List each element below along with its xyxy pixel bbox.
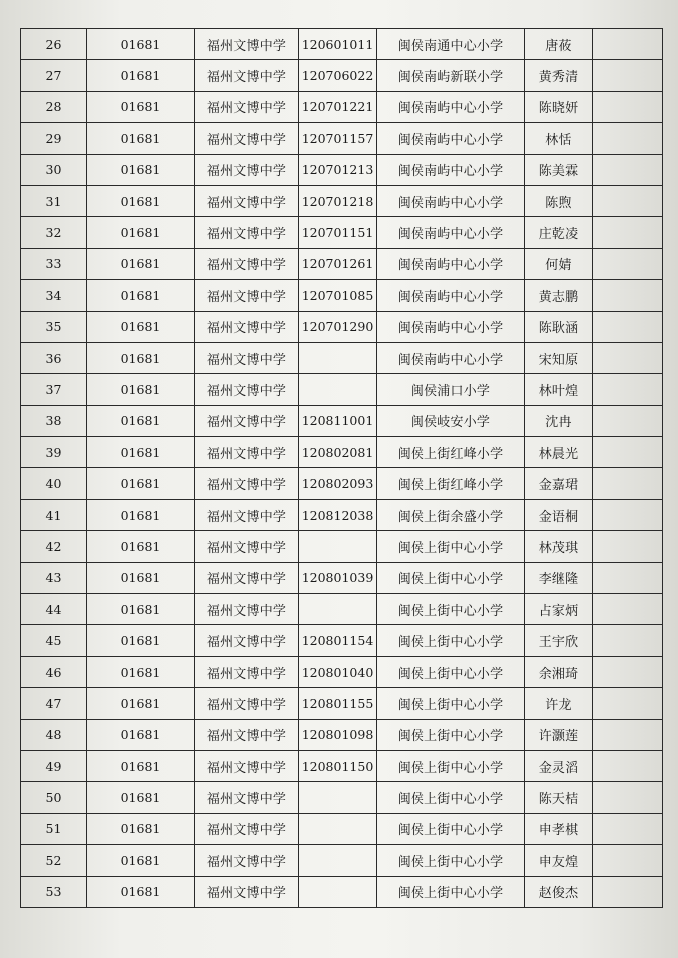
remarks-cell [593, 782, 663, 813]
school-code-cell: 01681 [87, 437, 195, 468]
student-name-cell: 林恬 [525, 123, 593, 154]
school-code-cell: 01681 [87, 688, 195, 719]
table-row [21, 876, 663, 907]
row-number-cell: 44 [21, 594, 87, 625]
school-name-cell: 福州文博中学 [195, 876, 299, 907]
student-name-cell: 陈天桔 [525, 782, 593, 813]
remarks-cell [593, 280, 663, 311]
student-name-cell: 何婧 [525, 248, 593, 279]
table-row [21, 29, 663, 60]
school-name-cell: 福州文博中学 [195, 311, 299, 342]
table-row [21, 405, 663, 436]
table-row [21, 437, 663, 468]
remarks-cell [593, 405, 663, 436]
primary-school-cell: 闽侯南屿中心小学 [377, 342, 525, 373]
school-code-cell: 01681 [87, 280, 195, 311]
row-number-cell: 53 [21, 876, 87, 907]
table-row [21, 656, 663, 687]
primary-school-cell: 闽侯岐安小学 [377, 405, 525, 436]
student-name-cell: 陈晓妍 [525, 91, 593, 122]
school-name-cell: 福州文博中学 [195, 91, 299, 122]
student-id-cell: 120802093 [299, 468, 377, 499]
school-code-cell: 01681 [87, 154, 195, 185]
row-number-cell: 52 [21, 845, 87, 876]
school-code-cell: 01681 [87, 531, 195, 562]
primary-school-cell: 闽侯浦口小学 [377, 374, 525, 405]
school-code-cell: 01681 [87, 123, 195, 154]
school-name-cell: 福州文博中学 [195, 342, 299, 373]
school-code-cell: 01681 [87, 625, 195, 656]
school-name-cell: 福州文博中学 [195, 60, 299, 91]
student-name-cell: 李继隆 [525, 562, 593, 593]
school-code-cell: 01681 [87, 562, 195, 593]
student-name-cell: 许灏莲 [525, 719, 593, 750]
school-name-cell: 福州文博中学 [195, 499, 299, 530]
row-number-cell: 47 [21, 688, 87, 719]
student-id-cell [299, 594, 377, 625]
student-name-cell: 陈煦 [525, 185, 593, 216]
remarks-cell [593, 29, 663, 60]
remarks-cell [593, 499, 663, 530]
primary-school-cell: 闽侯上街中心小学 [377, 531, 525, 562]
school-name-cell: 福州文博中学 [195, 531, 299, 562]
school-name-cell: 福州文博中学 [195, 217, 299, 248]
school-name-cell: 福州文博中学 [195, 248, 299, 279]
school-name-cell: 福州文博中学 [195, 719, 299, 750]
student-id-cell: 120701221 [299, 91, 377, 122]
primary-school-cell: 闽侯上街中心小学 [377, 594, 525, 625]
table-row [21, 719, 663, 750]
row-number-cell: 46 [21, 656, 87, 687]
remarks-cell [593, 625, 663, 656]
remarks-cell [593, 562, 663, 593]
student-name-cell: 林晨光 [525, 437, 593, 468]
school-name-cell: 福州文博中学 [195, 468, 299, 499]
primary-school-cell: 闽侯上街余盛小学 [377, 499, 525, 530]
row-number-cell: 33 [21, 248, 87, 279]
remarks-cell [593, 437, 663, 468]
table-row [21, 123, 663, 154]
school-code-cell: 01681 [87, 656, 195, 687]
student-name-cell: 唐莜 [525, 29, 593, 60]
row-number-cell: 40 [21, 468, 87, 499]
primary-school-cell: 闽侯南屿中心小学 [377, 311, 525, 342]
table-row [21, 185, 663, 216]
table-row [21, 813, 663, 844]
row-number-cell: 26 [21, 29, 87, 60]
student-name-cell: 沈冉 [525, 405, 593, 436]
row-number-cell: 42 [21, 531, 87, 562]
remarks-cell [593, 688, 663, 719]
row-number-cell: 49 [21, 750, 87, 781]
table-row [21, 280, 663, 311]
school-code-cell: 01681 [87, 374, 195, 405]
school-name-cell: 福州文博中学 [195, 562, 299, 593]
remarks-cell [593, 845, 663, 876]
remarks-cell [593, 185, 663, 216]
student-id-cell: 120811001 [299, 405, 377, 436]
school-code-cell: 01681 [87, 29, 195, 60]
remarks-cell [593, 342, 663, 373]
remarks-cell [593, 656, 663, 687]
school-code-cell: 01681 [87, 311, 195, 342]
student-id-cell [299, 813, 377, 844]
remarks-cell [593, 60, 663, 91]
primary-school-cell: 闽侯上街中心小学 [377, 782, 525, 813]
school-code-cell: 01681 [87, 719, 195, 750]
student-id-cell: 120802081 [299, 437, 377, 468]
row-number-cell: 50 [21, 782, 87, 813]
table-row [21, 311, 663, 342]
remarks-cell [593, 750, 663, 781]
remarks-cell [593, 468, 663, 499]
table-row [21, 625, 663, 656]
student-id-cell [299, 531, 377, 562]
table-row [21, 154, 663, 185]
row-number-cell: 43 [21, 562, 87, 593]
student-id-cell: 120701218 [299, 185, 377, 216]
student-name-cell: 余湘琦 [525, 656, 593, 687]
school-name-cell: 福州文博中学 [195, 185, 299, 216]
student-id-cell [299, 876, 377, 907]
row-number-cell: 27 [21, 60, 87, 91]
roster-body [21, 29, 663, 908]
remarks-cell [593, 594, 663, 625]
school-name-cell: 福州文博中学 [195, 437, 299, 468]
primary-school-cell: 闽侯上街中心小学 [377, 876, 525, 907]
school-name-cell: 福州文博中学 [195, 29, 299, 60]
student-id-cell: 120801098 [299, 719, 377, 750]
row-number-cell: 37 [21, 374, 87, 405]
school-code-cell: 01681 [87, 342, 195, 373]
school-name-cell: 福州文博中学 [195, 154, 299, 185]
student-id-cell: 120801039 [299, 562, 377, 593]
remarks-cell [593, 719, 663, 750]
student-id-cell: 120812038 [299, 499, 377, 530]
remarks-cell [593, 217, 663, 248]
primary-school-cell: 闽侯上街中心小学 [377, 719, 525, 750]
student-id-cell: 120701151 [299, 217, 377, 248]
school-name-cell: 福州文博中学 [195, 123, 299, 154]
student-name-cell: 黄志鹏 [525, 280, 593, 311]
student-name-cell: 陈耿涵 [525, 311, 593, 342]
primary-school-cell: 闽侯上街中心小学 [377, 625, 525, 656]
student-name-cell: 金语桐 [525, 499, 593, 530]
primary-school-cell: 闽侯南屿中心小学 [377, 91, 525, 122]
row-number-cell: 51 [21, 813, 87, 844]
student-id-cell: 120701261 [299, 248, 377, 279]
school-name-cell: 福州文博中学 [195, 813, 299, 844]
student-id-cell: 120706022 [299, 60, 377, 91]
school-code-cell: 01681 [87, 405, 195, 436]
table-row [21, 750, 663, 781]
primary-school-cell: 闽侯上街中心小学 [377, 656, 525, 687]
school-name-cell: 福州文博中学 [195, 750, 299, 781]
table-row [21, 342, 663, 373]
school-code-cell: 01681 [87, 876, 195, 907]
student-id-cell [299, 374, 377, 405]
student-id-cell: 120801155 [299, 688, 377, 719]
student-id-cell: 120801150 [299, 750, 377, 781]
school-code-cell: 01681 [87, 594, 195, 625]
remarks-cell [593, 154, 663, 185]
remarks-cell [593, 123, 663, 154]
admission-roster-table [20, 28, 663, 908]
school-name-cell: 福州文博中学 [195, 280, 299, 311]
school-code-cell: 01681 [87, 217, 195, 248]
student-name-cell: 林叶煌 [525, 374, 593, 405]
school-code-cell: 01681 [87, 499, 195, 530]
primary-school-cell: 闽侯南屿中心小学 [377, 217, 525, 248]
row-number-cell: 35 [21, 311, 87, 342]
primary-school-cell: 闽侯南屿中心小学 [377, 185, 525, 216]
school-name-cell: 福州文博中学 [195, 625, 299, 656]
row-number-cell: 41 [21, 499, 87, 530]
row-number-cell: 31 [21, 185, 87, 216]
student-id-cell: 120801154 [299, 625, 377, 656]
row-number-cell: 32 [21, 217, 87, 248]
student-name-cell: 占家炳 [525, 594, 593, 625]
student-id-cell [299, 342, 377, 373]
school-code-cell: 01681 [87, 813, 195, 844]
row-number-cell: 38 [21, 405, 87, 436]
table-row [21, 499, 663, 530]
school-code-cell: 01681 [87, 845, 195, 876]
student-id-cell: 120701213 [299, 154, 377, 185]
table-row [21, 60, 663, 91]
table-row [21, 468, 663, 499]
remarks-cell [593, 311, 663, 342]
primary-school-cell: 闽侯上街中心小学 [377, 813, 525, 844]
table-row [21, 782, 663, 813]
table-row [21, 91, 663, 122]
primary-school-cell: 闽侯上街中心小学 [377, 562, 525, 593]
remarks-cell [593, 876, 663, 907]
school-code-cell: 01681 [87, 782, 195, 813]
table-row [21, 688, 663, 719]
row-number-cell: 36 [21, 342, 87, 373]
student-name-cell: 申孝棋 [525, 813, 593, 844]
remarks-cell [593, 813, 663, 844]
remarks-cell [593, 531, 663, 562]
primary-school-cell: 闽侯上街中心小学 [377, 845, 525, 876]
school-name-cell: 福州文博中学 [195, 688, 299, 719]
primary-school-cell: 闽侯南屿新联小学 [377, 60, 525, 91]
student-id-cell: 120601011 [299, 29, 377, 60]
row-number-cell: 28 [21, 91, 87, 122]
primary-school-cell: 闽侯南屿中心小学 [377, 280, 525, 311]
student-id-cell: 120701157 [299, 123, 377, 154]
school-code-cell: 01681 [87, 468, 195, 499]
student-id-cell [299, 845, 377, 876]
school-code-cell: 01681 [87, 91, 195, 122]
primary-school-cell: 闽侯南通中心小学 [377, 29, 525, 60]
row-number-cell: 34 [21, 280, 87, 311]
student-name-cell: 申友煌 [525, 845, 593, 876]
student-id-cell: 120701290 [299, 311, 377, 342]
school-name-cell: 福州文博中学 [195, 782, 299, 813]
table-row [21, 248, 663, 279]
school-name-cell: 福州文博中学 [195, 656, 299, 687]
student-id-cell [299, 782, 377, 813]
primary-school-cell: 闽侯南屿中心小学 [377, 248, 525, 279]
primary-school-cell: 闽侯上街红峰小学 [377, 437, 525, 468]
row-number-cell: 39 [21, 437, 87, 468]
row-number-cell: 29 [21, 123, 87, 154]
remarks-cell [593, 91, 663, 122]
student-name-cell: 宋知原 [525, 342, 593, 373]
primary-school-cell: 闽侯南屿中心小学 [377, 123, 525, 154]
student-id-cell: 120701085 [299, 280, 377, 311]
school-code-cell: 01681 [87, 750, 195, 781]
student-name-cell: 黄秀清 [525, 60, 593, 91]
student-name-cell: 陈美霖 [525, 154, 593, 185]
student-name-cell: 金嘉珺 [525, 468, 593, 499]
school-name-cell: 福州文博中学 [195, 594, 299, 625]
school-name-cell: 福州文博中学 [195, 374, 299, 405]
primary-school-cell: 闽侯南屿中心小学 [377, 154, 525, 185]
student-name-cell: 金灵滔 [525, 750, 593, 781]
remarks-cell [593, 248, 663, 279]
student-name-cell: 庄乾凌 [525, 217, 593, 248]
student-name-cell: 赵俊杰 [525, 876, 593, 907]
row-number-cell: 30 [21, 154, 87, 185]
school-code-cell: 01681 [87, 185, 195, 216]
primary-school-cell: 闽侯上街中心小学 [377, 750, 525, 781]
student-name-cell: 林茂琪 [525, 531, 593, 562]
school-code-cell: 01681 [87, 248, 195, 279]
school-name-cell: 福州文博中学 [195, 845, 299, 876]
primary-school-cell: 闽侯上街中心小学 [377, 688, 525, 719]
school-code-cell: 01681 [87, 60, 195, 91]
student-name-cell: 许龙 [525, 688, 593, 719]
student-id-cell: 120801040 [299, 656, 377, 687]
student-name-cell: 王宇欣 [525, 625, 593, 656]
table-row [21, 845, 663, 876]
row-number-cell: 48 [21, 719, 87, 750]
primary-school-cell: 闽侯上街红峰小学 [377, 468, 525, 499]
table-row [21, 374, 663, 405]
table-row [21, 594, 663, 625]
row-number-cell: 45 [21, 625, 87, 656]
table-row [21, 217, 663, 248]
remarks-cell [593, 374, 663, 405]
school-name-cell: 福州文博中学 [195, 405, 299, 436]
table-row [21, 562, 663, 593]
table-row [21, 531, 663, 562]
